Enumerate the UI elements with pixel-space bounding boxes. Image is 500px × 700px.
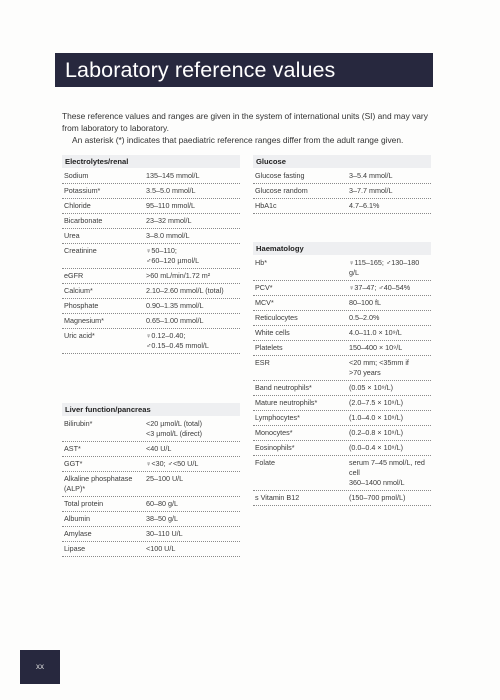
row-label: Lipase [64, 544, 86, 553]
row-label: Mature neutrophils* [255, 398, 318, 407]
row-value: 3–5.4 mmol/L [349, 171, 393, 180]
row-label: Alkaline phosphatase (ALP)* [64, 474, 133, 493]
intro-paragraph: These reference values and ranges are given in the system of international units (SI) and may vary from laboratory to laboratory. [62, 111, 428, 133]
intro-text [62, 111, 434, 147]
row-value: ♀37–47; ♂40–54% [349, 283, 411, 292]
table-row [253, 456, 431, 491]
row-value: 4.7–6.1% [349, 201, 380, 210]
page-number: xx [20, 650, 60, 684]
table-row [253, 411, 431, 426]
row-value: 60–80 g/L [146, 499, 178, 508]
row-label: eGFR [64, 271, 84, 280]
row-label: s Vitamin B12 [255, 493, 300, 502]
table-row [253, 381, 431, 396]
row-value: (0.0–0.4 × 10⁹/L) [349, 443, 404, 452]
row-label: Bicarbonate [64, 216, 103, 225]
row-value: 0.90–1.35 mmol/L [146, 301, 204, 310]
table-row [253, 296, 431, 311]
table-row [62, 329, 240, 354]
row-value: 25–100 U/L [146, 474, 184, 483]
liver-table [62, 417, 240, 557]
intro-note: An asterisk (*) indicates that paediatric reference ranges differ from the adult range given. [72, 135, 404, 146]
row-label: HbA1c [255, 201, 277, 210]
section-heading-liver: Liver function/pancreas [62, 403, 240, 416]
haematology-table [253, 256, 431, 506]
row-value: (1.0–4.0 × 10⁹/L) [349, 413, 404, 422]
row-label: Sodium [64, 171, 89, 180]
table-row [62, 184, 240, 199]
table-row [253, 184, 431, 199]
row-value: (0.05 × 10⁹/L) [349, 383, 394, 392]
table-row [62, 269, 240, 284]
electrolytes-table [62, 169, 240, 354]
row-label: Folate [255, 458, 275, 467]
row-label: Eosinophils* [255, 443, 295, 452]
row-label: Hb* [255, 258, 267, 267]
row-label: Lymphocytes* [255, 413, 300, 422]
row-value: ♀50–110; ♂60–120 µmol/L [146, 246, 200, 265]
row-label: AST* [64, 444, 81, 453]
section-heading-haematology: Haematology [253, 242, 431, 255]
table-row [62, 472, 240, 497]
row-label: Calcium* [64, 286, 93, 295]
row-value: <40 U/L [146, 444, 172, 453]
row-value: ♀0.12–0.40; ♂0.15–0.45 mmol/L [146, 331, 209, 350]
row-value: 38–50 g/L [146, 514, 178, 523]
row-label: Chloride [64, 201, 91, 210]
row-value: 135–145 mmol/L [146, 171, 200, 180]
row-value: <20 mm; <35mm if >70 years [349, 358, 409, 377]
section-heading-electrolytes: Electrolytes/renal [62, 155, 240, 168]
row-value: 23–32 mmol/L [146, 216, 192, 225]
row-label: Urea [64, 231, 80, 240]
row-label: Band neutrophils* [255, 383, 312, 392]
table-row [62, 542, 240, 557]
row-label: Reticulocytes [255, 313, 298, 322]
row-label: Bilirubin* [64, 419, 93, 428]
table-row [62, 229, 240, 244]
row-label: PCV* [255, 283, 273, 292]
table-row [253, 311, 431, 326]
row-value: 80–100 fL [349, 298, 381, 307]
table-row [253, 491, 431, 506]
page-title: Laboratory reference values [55, 53, 433, 87]
row-value: 3.5–5.0 mmol/L [146, 186, 196, 195]
row-label: Glucose fasting [255, 171, 305, 180]
row-value: 0.5–2.0% [349, 313, 380, 322]
row-label: Potassium* [64, 186, 101, 195]
row-value: (2.0–7.5 × 10⁹/L) [349, 398, 404, 407]
table-row [62, 527, 240, 542]
table-row [62, 497, 240, 512]
row-label: Glucose random [255, 186, 308, 195]
table-row [62, 314, 240, 329]
row-value: 3–7.7 mmol/L [349, 186, 393, 195]
row-value: serum 7–45 nmol/L, red cell 360–1400 nmol/L [349, 458, 425, 487]
row-label: Monocytes* [255, 428, 293, 437]
table-row [62, 442, 240, 457]
table-row [62, 512, 240, 527]
row-value: (0.2–0.8 × 10⁹/L) [349, 428, 404, 437]
row-value: 95–110 mmol/L [146, 201, 196, 210]
table-row [253, 281, 431, 296]
table-row [62, 284, 240, 299]
table-row [253, 356, 431, 381]
table-row [62, 244, 240, 269]
table-row [253, 199, 431, 214]
row-label: ESR [255, 358, 270, 367]
row-value: <20 µmol/L (total) <3 µmol/L (direct) [146, 419, 203, 438]
row-label: Phosphate [64, 301, 99, 310]
table-row [62, 199, 240, 214]
row-value: ♀<30; ♂<50 U/L [146, 459, 199, 468]
row-label: Magnesium* [64, 316, 104, 325]
row-value: 30–110 U/L [146, 529, 183, 538]
row-value: (150–700 pmol/L) [349, 493, 406, 502]
row-value: 4.0–11.0 × 10⁹/L [349, 328, 402, 337]
table-row [62, 417, 240, 442]
row-label: Uric acid* [64, 331, 95, 340]
glucose-table [253, 169, 431, 214]
table-row [62, 169, 240, 184]
row-value: 2.10–2.60 mmol/L (total) [146, 286, 224, 295]
row-label: Total protein [64, 499, 104, 508]
row-label: Creatinine [64, 246, 97, 255]
row-value: 3–8.0 mmol/L [146, 231, 190, 240]
table-row [253, 256, 431, 281]
row-label: GGT* [64, 459, 83, 468]
table-row [253, 426, 431, 441]
row-value: <100 U/L [146, 544, 176, 553]
table-row [253, 441, 431, 456]
row-label: Amylase [64, 529, 92, 538]
table-row [253, 326, 431, 341]
table-row [62, 214, 240, 229]
row-value: ♀115–165; ♂130–180 g/L [349, 258, 420, 277]
row-value: 150–400 × 10⁹/L [349, 343, 403, 352]
table-row [62, 457, 240, 472]
row-value: >60 mL/min/1.72 m² [146, 271, 211, 280]
row-value: 0.65–1.00 mmol/L [146, 316, 204, 325]
row-label: Platelets [255, 343, 283, 352]
section-heading-glucose: Glucose [253, 155, 431, 168]
table-row [253, 341, 431, 356]
row-label: White cells [255, 328, 290, 337]
table-row [253, 169, 431, 184]
table-row [253, 396, 431, 411]
row-label: MCV* [255, 298, 274, 307]
table-row [62, 299, 240, 314]
row-label: Albumin [64, 514, 90, 523]
